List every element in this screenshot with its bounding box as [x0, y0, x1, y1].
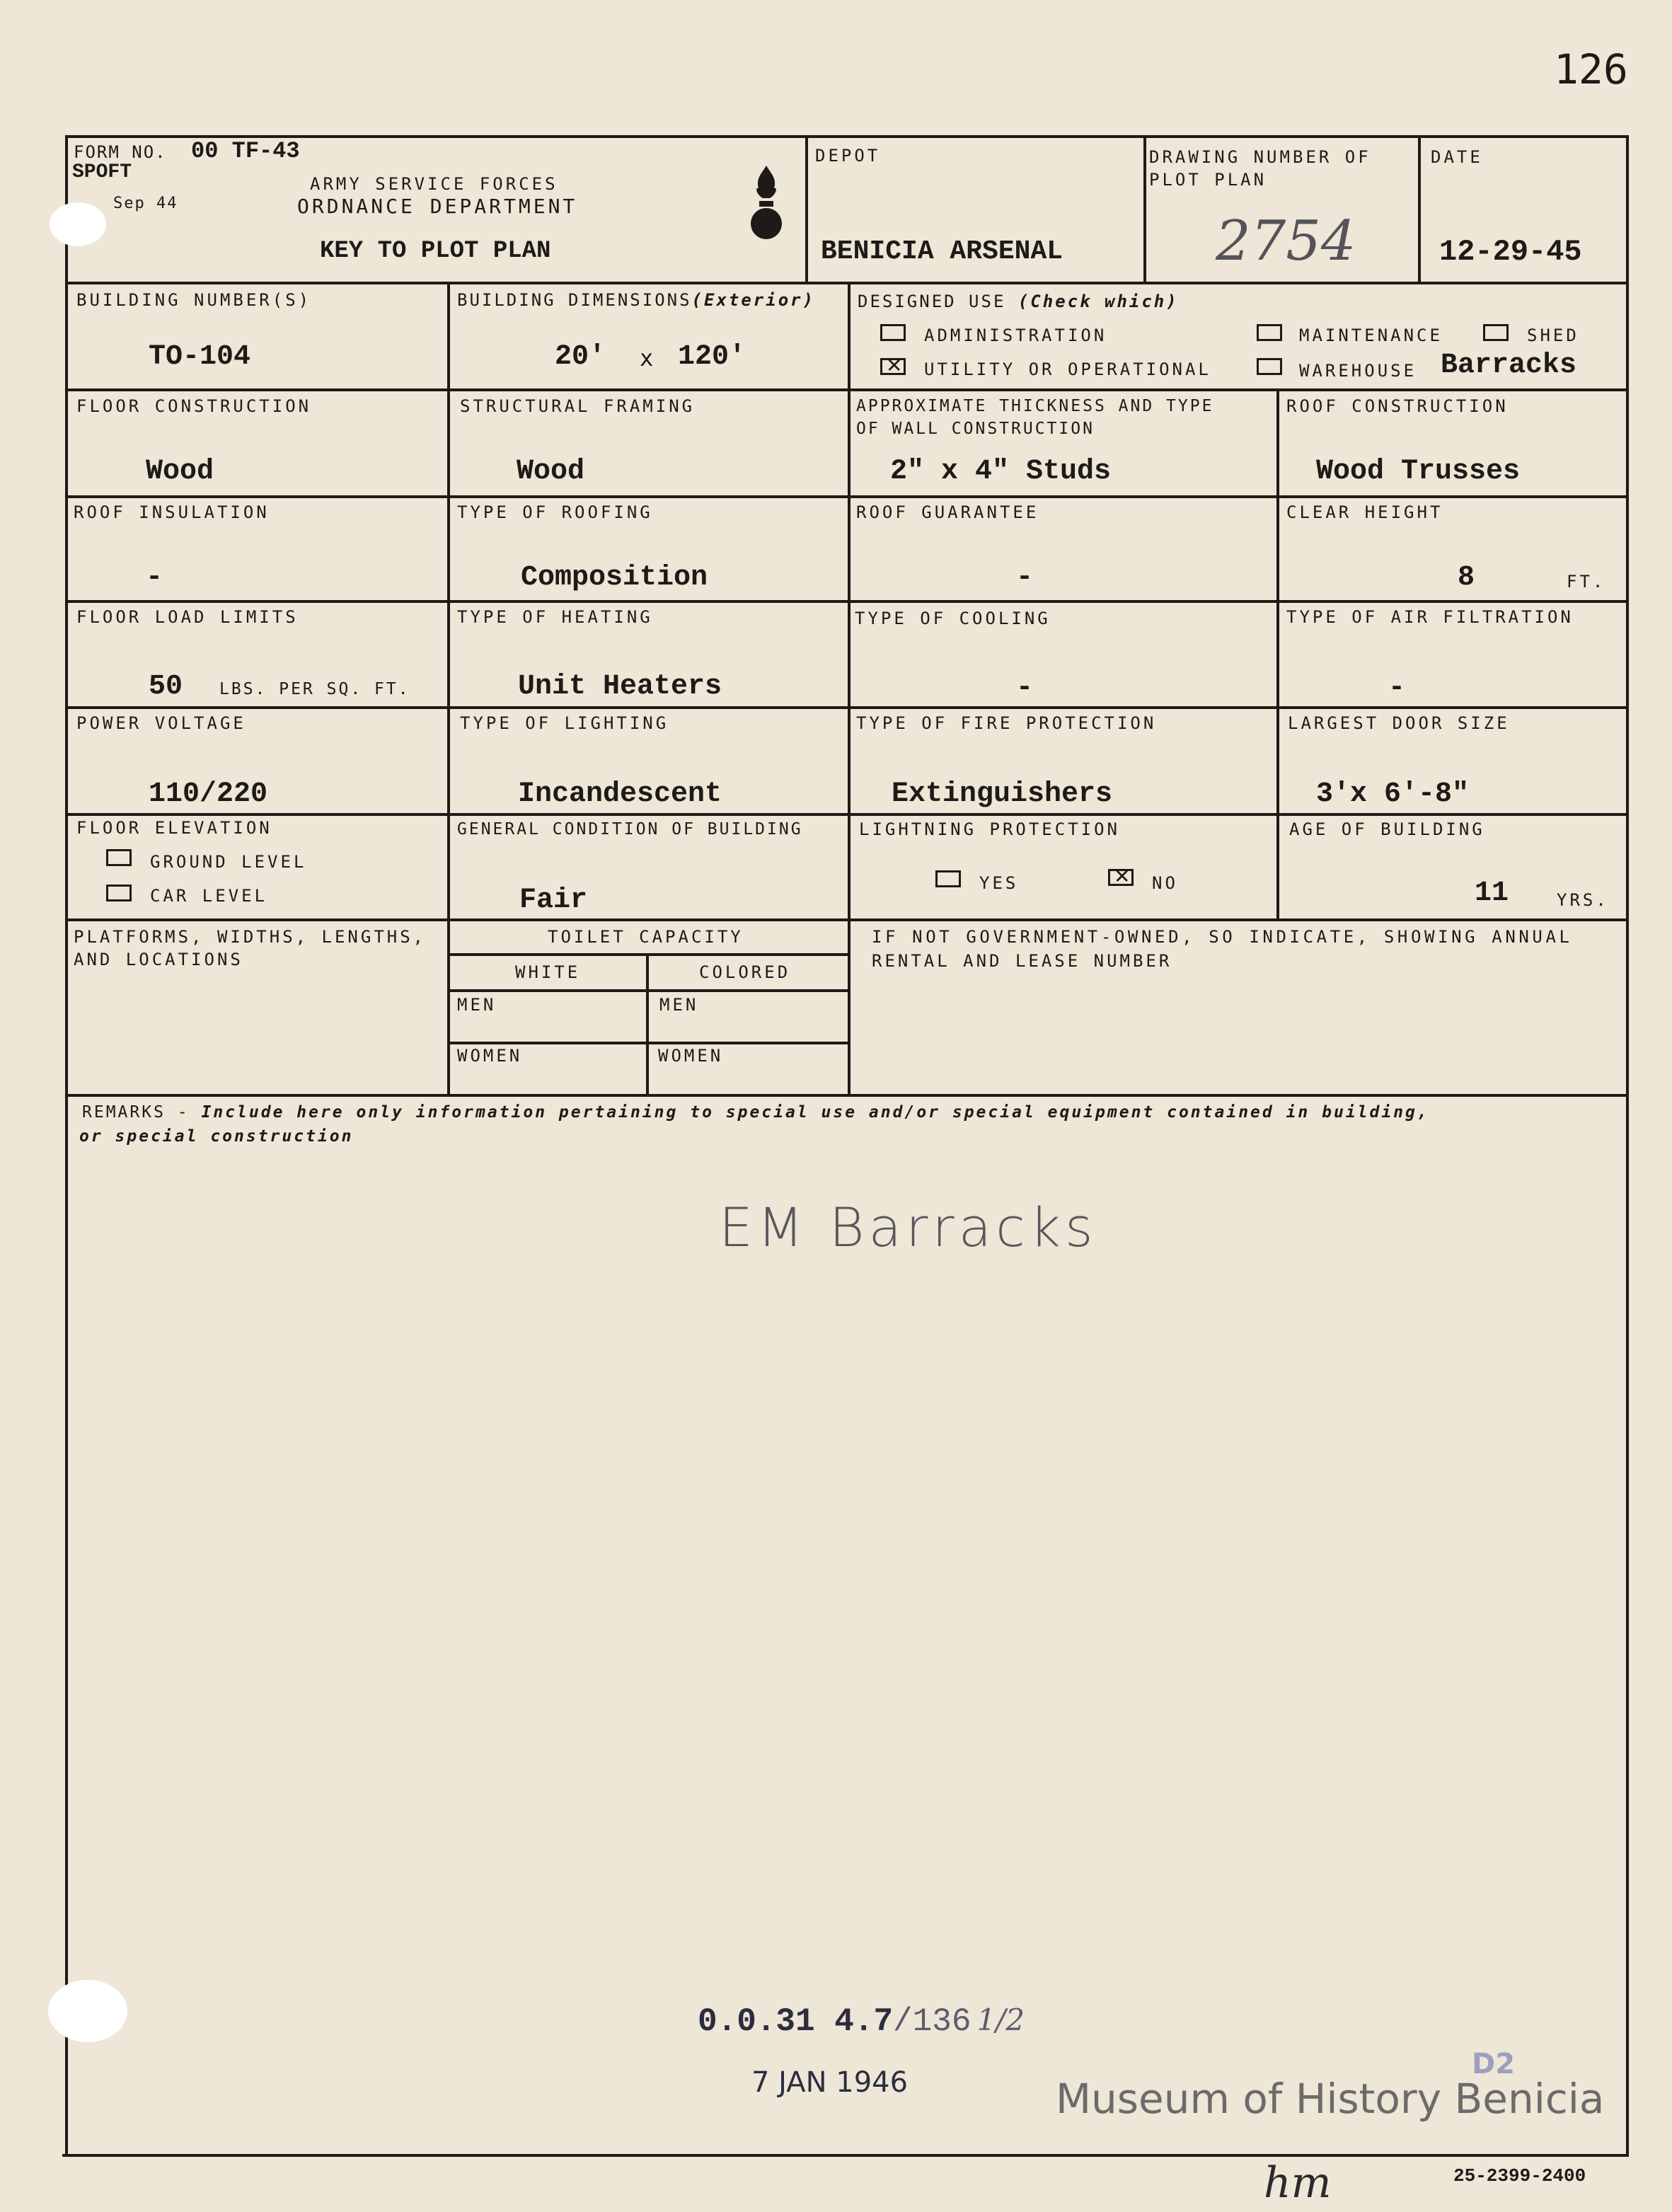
clear-height-label: CLEAR HEIGHT	[1286, 502, 1443, 522]
form-date-ref: Sep 44	[113, 195, 178, 212]
floor-load-value: 50	[149, 671, 183, 703]
remarks-instructions-2: or special construction	[79, 1127, 354, 1146]
ordnance-bomb-icon	[749, 164, 784, 242]
shed-label: SHED	[1527, 326, 1579, 345]
wall-construction-label-1: APPROXIMATE THICKNESS AND TYPE	[856, 397, 1214, 415]
roof-guarantee-value: -	[1016, 562, 1034, 594]
heating-label: TYPE OF HEATING	[457, 607, 653, 627]
lightning-yes-checkbox[interactable]	[935, 870, 961, 887]
punch-hole-top	[50, 202, 106, 246]
structural-framing-value: Wood	[517, 456, 585, 488]
roofing-type-value: Composition	[521, 562, 708, 594]
maintenance-checkbox[interactable]	[1257, 324, 1282, 341]
floor-construction-value: Wood	[146, 456, 214, 488]
punch-hole-bottom	[48, 1980, 127, 2042]
platforms-label-1: PLATFORMS, WIDTHS, LENGTHS,	[74, 927, 427, 947]
toilet-colored-header: COLORED	[699, 962, 791, 982]
utility-label: UTILITY OR OPERATIONAL	[924, 359, 1211, 379]
floor-load-label: FLOOR LOAD LIMITS	[76, 607, 299, 627]
stamp-fraction: 1/2	[976, 2003, 1025, 2037]
roof-insulation-label: ROOF INSULATION	[74, 502, 270, 522]
condition-value: Fair	[519, 885, 588, 916]
age-unit: YRS.	[1557, 890, 1609, 910]
lightning-no-checkbox[interactable]	[1108, 869, 1134, 886]
spoft-label: SPOFT	[72, 161, 132, 183]
watermark: Museum of History Benicia	[1056, 2075, 1605, 2123]
maintenance-label: MAINTENANCE	[1299, 326, 1443, 345]
roofing-type-label: TYPE OF ROOFING	[457, 502, 653, 522]
condition-label: GENERAL CONDITION OF BUILDING	[457, 820, 803, 839]
toilet-white-women: WOMEN	[457, 1046, 523, 1066]
building-number-label: BUILDING NUMBER(S)	[76, 290, 312, 310]
lighting-label: TYPE OF LIGHTING	[460, 713, 669, 733]
lighting-value: Incandescent	[518, 778, 722, 810]
platforms-label-2: AND LOCATIONS	[74, 950, 243, 969]
warehouse-checkbox[interactable]	[1257, 358, 1282, 375]
toilet-colored-women: WOMEN	[658, 1046, 724, 1066]
cooling-label: TYPE OF COOLING	[855, 609, 1051, 628]
age-value: 11	[1475, 877, 1509, 909]
roof-insulation-value: -	[146, 562, 163, 594]
org-line-2: ORDNANCE DEPARTMENT	[297, 195, 578, 218]
fire-protection-value: Extinguishers	[892, 778, 1113, 810]
roof-construction-value: Wood Trusses	[1316, 456, 1521, 488]
dimensions-x: x	[640, 345, 657, 371]
power-voltage-label: POWER VOLTAGE	[76, 713, 246, 733]
org-line-1: ARMY SERVICE FORCES	[310, 174, 558, 194]
dimensions-label: BUILDING DIMENSIONS(Exterior)	[457, 290, 816, 310]
remarks-label: REMARKS - Include here only information pertaining to special use and/or special equipment contained in building,	[82, 1103, 1429, 1122]
rental-label-2: RENTAL AND LEASE NUMBER	[872, 951, 1172, 971]
toilet-capacity-label: TOILET CAPACITY	[548, 927, 744, 947]
door-size-value: 3'x 6'-8"	[1316, 778, 1470, 810]
form-no-value: 00 TF-43	[191, 138, 300, 164]
initials: hm	[1264, 2158, 1332, 2208]
lightning-yes-label: YES	[979, 873, 1019, 893]
remarks-handwritten: EM Barracks	[719, 1196, 1097, 1259]
heating-value: Unit Heaters	[518, 671, 722, 703]
stamp-number: 0.0.31 4.7	[698, 2003, 894, 2040]
ground-level-checkbox[interactable]	[106, 849, 132, 866]
dimensions-width: 20'	[555, 341, 606, 373]
page-number: 126	[1554, 45, 1628, 93]
administration-checkbox[interactable]	[880, 324, 906, 341]
drawing-number-label-2: PLOT PLAN	[1149, 170, 1267, 190]
stamp-number-suffix: /136	[893, 2003, 972, 2040]
car-level-label: CAR LEVEL	[150, 886, 268, 906]
wall-construction-label-2: OF WALL CONSTRUCTION	[856, 420, 1095, 438]
roof-construction-label: ROOF CONSTRUCTION	[1286, 396, 1509, 416]
structural-framing-label: STRUCTURAL FRAMING	[460, 396, 696, 416]
ground-level-label: GROUND LEVEL	[150, 852, 307, 872]
car-level-checkbox[interactable]	[106, 885, 132, 901]
toilet-colored-men: MEN	[659, 995, 699, 1015]
floor-load-unit: LBS. PER SQ. FT.	[219, 680, 410, 698]
lightning-no-label: NO	[1152, 873, 1178, 893]
designed-use-label: DESIGNED USE (Check which)	[858, 292, 1179, 311]
cooling-value: -	[1016, 672, 1034, 704]
air-filtration-value: -	[1388, 672, 1406, 704]
clear-height-unit: FT.	[1567, 572, 1606, 592]
lightning-label: LIGHTNING PROTECTION	[859, 819, 1120, 839]
stamp-date: 7 JAN 1946	[751, 2066, 909, 2099]
depot-value: BENICIA ARSENAL	[821, 236, 1063, 267]
footer-code: 25-2399-2400	[1453, 2165, 1586, 2187]
margin-mark: D2	[1472, 2048, 1516, 2080]
depot-label: DEPOT	[815, 146, 881, 166]
drawing-number-label-1: DRAWING NUMBER OF	[1149, 147, 1371, 167]
air-filtration-label: TYPE OF AIR FILTRATION	[1286, 607, 1574, 627]
date-value: 12-29-45	[1439, 235, 1582, 269]
barracks-value: Barracks	[1441, 350, 1577, 381]
toilet-white-men: MEN	[457, 995, 497, 1015]
date-label: DATE	[1431, 147, 1483, 167]
shed-checkbox[interactable]	[1483, 324, 1509, 341]
roof-guarantee-label: ROOF GUARANTEE	[856, 502, 1039, 522]
form-title: KEY TO PLOT PLAN	[320, 238, 551, 265]
floor-construction-label: FLOOR CONSTRUCTION	[76, 396, 312, 416]
drawing-number-value: 2754	[1216, 209, 1356, 273]
fire-protection-label: TYPE OF FIRE PROTECTION	[856, 713, 1157, 733]
rental-label-1: IF NOT GOVERNMENT-OWNED, SO INDICATE, SHOWING ANNUAL	[872, 927, 1573, 947]
utility-checkbox[interactable]	[880, 358, 906, 375]
form-no-label: FORM NO.	[74, 142, 167, 162]
receipt-stamp	[698, 2003, 1025, 2040]
clear-height-value: 8	[1458, 562, 1475, 594]
dimensions-length: 120'	[678, 341, 746, 373]
floor-elevation-label: FLOOR ELEVATION	[76, 818, 272, 838]
building-number-value: TO-104	[149, 341, 251, 373]
power-voltage-value: 110/220	[149, 778, 268, 810]
door-size-label: LARGEST DOOR SIZE	[1288, 713, 1510, 733]
warehouse-label: WAREHOUSE	[1299, 361, 1417, 381]
administration-label: ADMINISTRATION	[924, 326, 1107, 345]
toilet-white-header: WHITE	[515, 962, 581, 982]
age-label: AGE OF BUILDING	[1289, 819, 1485, 839]
wall-construction-value: 2" x 4" Studs	[890, 456, 1112, 488]
